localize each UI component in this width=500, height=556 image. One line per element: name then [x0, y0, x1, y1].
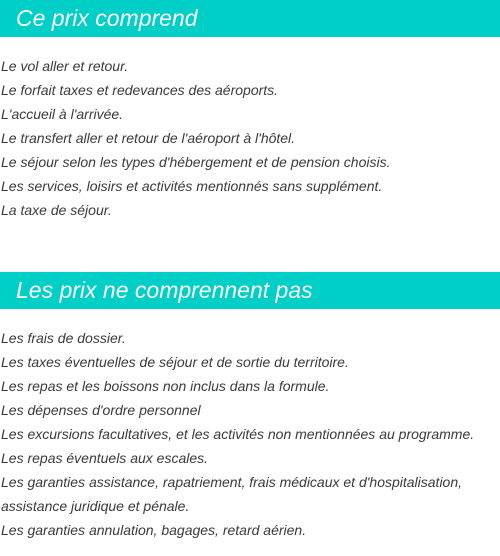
excluded-section	[0, 272, 500, 542]
excluded-list	[0, 326, 500, 542]
list-item: Les dépenses d'ordre personnel	[1, 402, 201, 418]
included-heading: Ce prix comprend	[0, 0, 500, 37]
list-item: Les garanties assistance, rapatriement, frais médicaux et d'hospitalisation, assistance juridique et pénale.	[1, 474, 463, 514]
list-item: Le vol aller et retour.	[1, 58, 129, 74]
list-item: Les taxes éventuelles de séjour et de sortie du territoire.	[1, 354, 349, 370]
list-item: Le forfait taxes et redevances des aéroports.	[1, 82, 279, 98]
list-item: La taxe de séjour.	[1, 202, 112, 218]
list-item: L'accueil à l'arrivée.	[1, 106, 124, 122]
list-item: Les garanties annulation, bagages, retard aérien.	[1, 522, 307, 538]
list-item: Le transfert aller et retour de l'aéroport à l'hôtel.	[1, 130, 296, 146]
included-list	[0, 54, 500, 222]
list-item: Les repas et les boissons non inclus dans la formule.	[1, 378, 330, 394]
list-item: Les services, loisirs et activités mentionnés sans supplément.	[1, 178, 383, 194]
list-item: Les repas éventuels aux escales.	[1, 450, 209, 466]
excluded-heading: Les prix ne comprennent pas	[0, 272, 500, 309]
list-item: Le séjour selon les types d'hébergement et de pension choisis.	[1, 154, 391, 170]
list-item: Les frais de dossier.	[1, 330, 126, 346]
list-item: Les excursions facultatives, et les activités non mentionnées au programme.	[1, 426, 475, 442]
included-section	[0, 0, 500, 222]
